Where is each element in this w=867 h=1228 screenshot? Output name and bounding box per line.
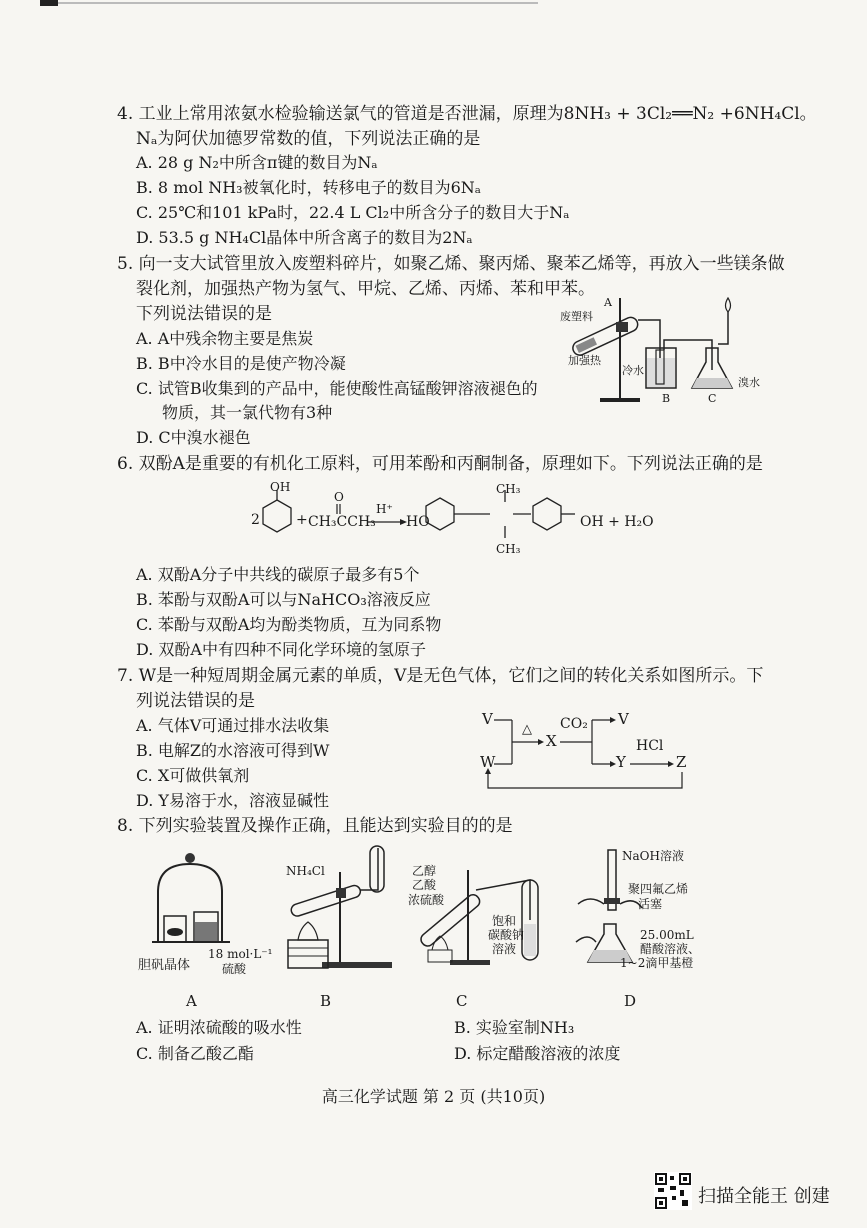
- fig-d-indicator-label: 1~2滴甲基橙: [620, 956, 694, 970]
- fig-d-stopcock-label: 活塞: [638, 897, 663, 911]
- label-beaker-b: B: [662, 392, 671, 405]
- q6-option-b: B. 苯酚与双酚A可以与NaHCO₃溶液反应: [136, 590, 431, 609]
- eq-plus: +: [296, 512, 308, 528]
- eq-bpa-ch3-top: CH₃: [496, 482, 521, 496]
- fig-a-crystal-label: 胆矾晶体: [138, 958, 191, 973]
- q6-option-a: A. 双酚A分子中共线的碳原子最多有5个: [136, 565, 420, 584]
- eq-bpa-ch3-bottom: CH₃: [496, 542, 521, 556]
- q6-option-d: D. 双酚A中有四种不同化学环境的氢原子: [136, 640, 426, 659]
- scheme-z: Z: [676, 753, 687, 771]
- fig-c-carbonate-label: 碳酸钠: [488, 928, 525, 942]
- scanner-watermark: 扫描全能王 创建: [698, 1186, 830, 1207]
- q7-option-c: C. X可做供氧剂: [136, 766, 250, 785]
- eq-phenol-oh: OH: [270, 480, 291, 494]
- q5-option-c-line2: 物质，其一氯代物有3种: [162, 403, 333, 422]
- fig-d-volume-label: 25.00mL: [640, 928, 694, 942]
- page-footer: 高三化学试题 第 2 页 (共10页): [321, 1087, 546, 1106]
- eq-acetone: CH₃CCH₃: [308, 514, 376, 530]
- q8-option-c: C. 制备乙酸乙酯: [136, 1044, 254, 1063]
- fig-d-letter: D: [624, 992, 637, 1010]
- q8-option-a: A. 证明浓硫酸的吸水性: [136, 1018, 302, 1037]
- scheme-v-left: V: [482, 710, 493, 728]
- fig-c-acetic-acid-label: 乙酸: [412, 878, 437, 892]
- scheme-hcl: HCl: [636, 738, 664, 754]
- q7-option-d: D. Y易溶于水，溶液显碱性: [136, 791, 329, 810]
- fig-d-acetic-solution-label: 醋酸溶液、: [640, 942, 701, 956]
- top-scan-border: [0, 0, 867, 8]
- eq-coefficient: 2: [251, 512, 260, 528]
- scheme-co2: CO₂: [560, 716, 588, 732]
- scheme-arrows: [480, 708, 700, 798]
- q5-option-d: D. C中溴水褪色: [136, 428, 251, 447]
- fig-c-saturated-label: 饱和: [492, 914, 517, 928]
- q7-stem-line2: 列说法错误的是: [136, 691, 255, 711]
- scheme-x: X: [546, 732, 557, 750]
- fig-a-acid-concentration: 18 mol·L⁻¹: [208, 947, 273, 961]
- q7-option-b: B. 电解Z的水溶液可得到W: [136, 741, 330, 760]
- label-cold-water: 冷水: [622, 364, 644, 377]
- scheme-v-right: V: [618, 710, 629, 728]
- q4-option-b: B. 8 mol NH₃被氧化时，转移电子的数目为6Nₐ: [136, 178, 481, 197]
- q8-option-b: B. 实验室制NH₃: [454, 1018, 575, 1037]
- q5-option-b: B. B中冷水目的是使产物冷凝: [136, 354, 346, 373]
- q4-option-d: D. 53.5 g NH₄Cl晶体中所含离子的数目为2Nₐ: [136, 228, 473, 247]
- label-bromine-water: 溴水: [738, 376, 760, 389]
- q7-option-a: A. 气体V可通过排水法收集: [136, 716, 330, 735]
- fig-c-solution-label: 溶液: [492, 942, 517, 956]
- q5-stem-line1: 5. 向一支大试管里放入废塑料碎片，如聚乙烯、聚丙烯、聚苯乙烯等，再放入一些镁条做: [117, 254, 785, 274]
- q8-stem: 8. 下列实验装置及操作正确，且能达到实验目的的是: [117, 816, 513, 836]
- q7-stem-line1: 7. W是一种短周期金属元素的单质，V是无色气体，它们之间的转化关系如图所示。下: [117, 666, 764, 686]
- cracking-apparatus-drawing: [560, 290, 760, 410]
- q6-option-c: C. 苯酚与双酚A均为酚类物质，互为同系物: [136, 615, 442, 634]
- fig-c-letter: C: [456, 992, 468, 1010]
- q6-stem: 6. 双酚A是重要的有机化工原料，可用苯酚和丙酮制备，原理如下。下列说法正确的是: [117, 454, 763, 474]
- q5-option-a: A. A中残余物主要是焦炭: [136, 329, 314, 348]
- scheme-heat: △: [522, 722, 532, 737]
- label-waste-plastic: 废塑料: [560, 310, 593, 323]
- fig-b-reagent-label: NH₄Cl: [286, 864, 325, 878]
- q4-option-c: C. 25℃和101 kPa时，22.4 L Cl₂中所含分子的数目大于Nₐ: [136, 203, 570, 222]
- q5-stem-line3: 下列说法错误的是: [136, 304, 272, 324]
- eq-acetone-oxygen: O: [334, 490, 344, 504]
- eq-catalyst: H⁺: [376, 502, 393, 516]
- label-flask-c: C: [708, 392, 717, 405]
- q4-stem-line2: Nₐ为阿伏加德罗常数的值，下列说法正确的是: [136, 129, 481, 149]
- fig-c-ethanol-label: 乙醇: [412, 864, 437, 878]
- q4-stem-line1: 4. 工业上常用浓氨水检验输送氯气的管道是否泄漏，原理为8NH₃ + 3Cl₂══N₂ +6NH₄Cl。: [117, 104, 817, 124]
- fig-b-letter: B: [320, 992, 332, 1010]
- fig-a-acid-label: 硫酸: [222, 962, 247, 976]
- fig-d-ptfe-label: 聚四氟乙烯: [628, 882, 689, 896]
- q8-option-d: D. 标定醋酸溶液的浓度: [454, 1044, 621, 1063]
- fig-c-h2so4-label: 浓硫酸: [408, 893, 445, 907]
- eq-products-tail: OH + H₂O: [580, 514, 654, 530]
- q5-option-c-line1: C. 试管B收集到的产品中，能使酸性高锰酸钾溶液褪色的: [136, 379, 538, 398]
- q4-option-a: A. 28 g N₂中所含π键的数目为Nₐ: [136, 153, 378, 172]
- q5-stem-line2: 裂化剂，加强热产物为氢气、甲烷、乙烯、丙烯、苯和甲苯。: [136, 279, 595, 299]
- qr-code-icon: [654, 1172, 692, 1210]
- fig-d-naoh-label: NaOH溶液: [622, 849, 684, 863]
- label-tube-a: A: [604, 296, 612, 309]
- scheme-w: W: [480, 753, 496, 771]
- fig-a-letter: A: [186, 992, 197, 1010]
- label-strong-heat: 加强热: [568, 354, 601, 367]
- eq-bpa-ho: HO: [406, 514, 430, 530]
- scheme-y: Y: [616, 753, 626, 771]
